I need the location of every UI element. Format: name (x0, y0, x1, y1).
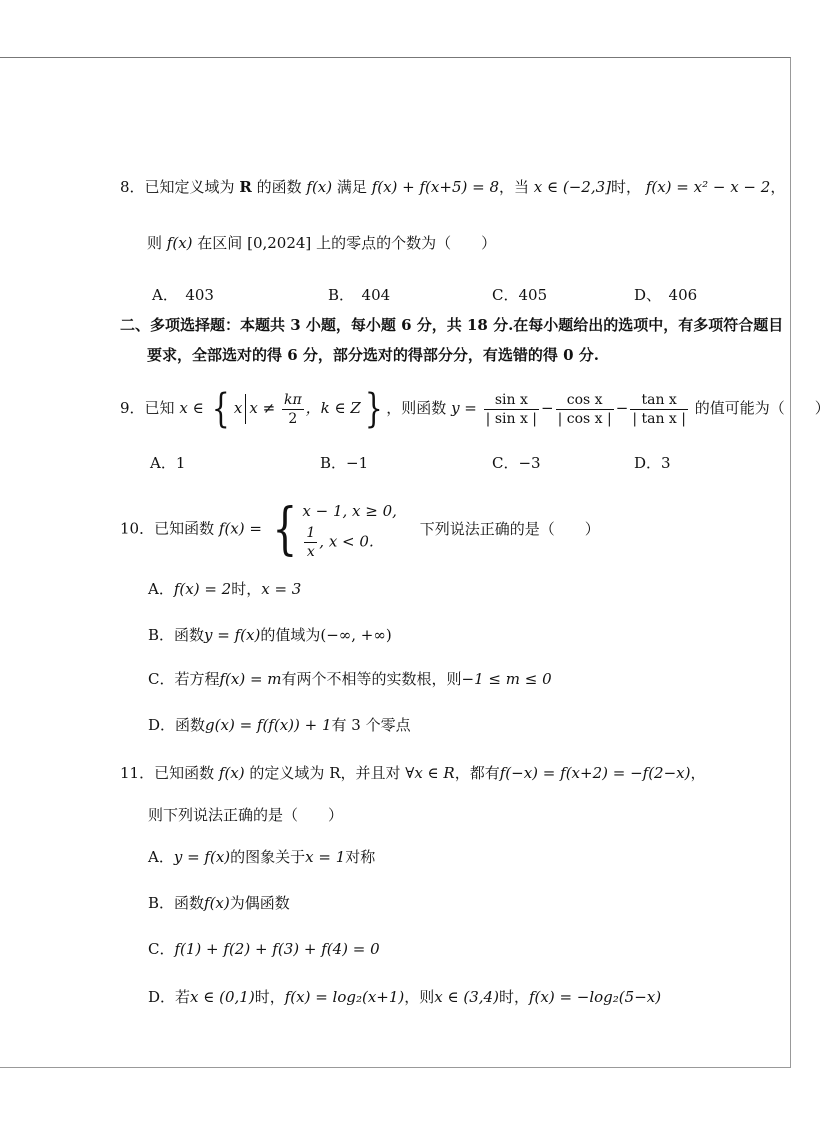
q11-math: f(x) (218, 764, 245, 782)
q9-num: kπ (283, 391, 302, 408)
q11-line1 (120, 762, 705, 784)
q10-text: 有两个不相等的实数根，则 (281, 670, 462, 688)
q10-math: , x < 0. (319, 532, 374, 551)
q9-den: 2 (282, 409, 304, 428)
q11-math: x = 1 (305, 848, 346, 866)
q8-math: x ∈ (−2,3] (533, 178, 612, 196)
q9-math: − (615, 399, 629, 417)
q8-option-a: A． 403 (152, 286, 214, 304)
q8-math: f(x) (306, 178, 333, 196)
q10-piecewise (302, 498, 397, 561)
q10-number: 10． (120, 519, 155, 538)
q10-math: f(x) = 2 (173, 580, 232, 598)
q10-case-2 (302, 524, 397, 561)
q11-label: C． (148, 940, 175, 958)
q9-math: − (541, 399, 554, 417)
q11-math: R (329, 764, 341, 782)
q10-label: B．函数 (148, 626, 205, 644)
q9-line (120, 386, 830, 430)
q8-text: 满足 (336, 178, 367, 196)
q10-case-brace: { (272, 496, 298, 562)
q11-math: f(x) (204, 894, 230, 912)
q11-text: ，都有 (454, 764, 500, 782)
q11-number: 11． (120, 764, 155, 782)
q11-option-d (148, 986, 661, 1008)
q8-text: 则 (147, 234, 163, 252)
q9-fraction-tan (630, 391, 688, 428)
q11-label: B．函数 (148, 894, 205, 912)
q11-math: f(−x) = f(x+2) = −f(2−x) (499, 764, 691, 782)
q9-math: x ≠ (249, 399, 276, 417)
q11-math: x ∈ (3,4) (434, 988, 499, 1006)
section2-line2: 要求，全部选对的得 6 分，部分选对的得部分分，有选错的得 0 分. (147, 346, 599, 364)
q9-option-d: D．3 (634, 454, 671, 472)
q9-den: | tan x | (632, 410, 686, 427)
q11-text: ，则 (404, 988, 435, 1006)
q10-num: 1 (306, 525, 316, 541)
q9-text: ，则函数 (386, 399, 447, 417)
q8-math: f(x) = x² − x − 2 (645, 178, 771, 196)
q9-right-brace: } (364, 386, 383, 432)
q11-option-b (148, 892, 290, 914)
q11-text: 时， (498, 988, 529, 1006)
q9-left-brace: { (212, 386, 231, 432)
q11-math: f(1) + f(2) + f(3) + f(4) = 0 (174, 940, 380, 958)
q10-den: x (304, 542, 317, 561)
q9-fraction-kpi (282, 391, 304, 428)
q10-text: 有 3 个零点 (331, 716, 411, 734)
q9-math: y = (451, 399, 477, 417)
q11-option-c (148, 938, 380, 960)
q8-text: 在区间 (197, 234, 243, 252)
q10-label: C．若方程 (148, 670, 220, 688)
q10-option-c (148, 668, 552, 690)
q10-option-a (148, 578, 301, 600)
q9-option-a: A．1 (150, 454, 186, 472)
q11-math: ∀x ∈ R (405, 764, 455, 782)
q9-math: x (233, 399, 243, 417)
q10-line (120, 498, 600, 561)
q9-num: sin x (494, 391, 528, 408)
q10-label: D．函数 (148, 716, 206, 734)
q11-math: x ∈ (0,1) (190, 988, 255, 1006)
q8-line2 (147, 232, 496, 254)
q10-math: (−∞, +∞) (320, 626, 392, 644)
q9-option-c: C．−3 (492, 454, 541, 472)
q10-math: f(x) = (218, 519, 262, 538)
q8-math: f(x) + f(x+5) = 8 (371, 178, 499, 196)
q9-math: x ∈ (179, 399, 204, 417)
q9-math: ，k ∈ Z (305, 399, 361, 417)
q9-den: | cos x | (557, 410, 612, 427)
q11-text: 的图象关于 (230, 848, 306, 866)
q10-text: 下列说法正确的是（ ） (419, 519, 600, 538)
q9-fraction-cos (556, 391, 614, 428)
q9-num: tan x (641, 391, 677, 408)
q10-math: g(x) = f(f(x)) + 1 (205, 716, 332, 734)
q8-text: ， (770, 178, 786, 196)
q10-text: 时， (231, 580, 262, 598)
q9-den: | sin x | (485, 410, 538, 427)
q8-option-d: D、 406 (634, 286, 698, 304)
q10-label: A． (148, 580, 174, 598)
q8-math: f(x) (166, 234, 193, 252)
q8-set-R: R (239, 178, 252, 196)
q11-text: ，并且对 (340, 764, 401, 782)
q11-label: A． (148, 848, 174, 866)
q10-option-b (148, 624, 392, 646)
q11-text: 对称 (345, 848, 376, 866)
page-frame (0, 57, 791, 1068)
q10-math: f(x) = m (219, 670, 282, 688)
q11-text: 的定义域为 (249, 764, 325, 782)
q8-option-c: C．405 (492, 286, 548, 304)
q8-option-b: B． 404 (328, 286, 391, 304)
q10-option-d (148, 714, 411, 736)
q8-text: ，当 (498, 178, 529, 196)
q11-text: 时， (254, 988, 285, 1006)
q8-math: [0,2024] (247, 234, 312, 252)
q10-math: −1 ≤ m ≤ 0 (461, 670, 552, 688)
q8-text: 已知定义域为 (144, 178, 235, 196)
q10-math: y = f(x) (204, 626, 261, 644)
q10-text: 的值域为 (260, 626, 321, 644)
q8-text: 的函数 (256, 178, 302, 196)
q9-text: 已知 (144, 399, 175, 417)
q9-text: 的值可能为（ ） (694, 399, 830, 417)
q10-math: x = 3 (261, 580, 302, 598)
q11-line2: 则下列说法正确的是（ ） (148, 806, 344, 824)
q8-text: 上的零点的个数为（ ） (316, 234, 497, 252)
q10-fraction (304, 524, 317, 561)
q11-text: 为偶函数 (229, 894, 290, 912)
q9-fraction-sin (484, 391, 539, 428)
q10-case-1: x − 1, x ≥ 0, (302, 502, 397, 520)
q11-math: f(x) = log₂(x+1) (284, 988, 405, 1006)
q9-option-b: B．−1 (320, 454, 369, 472)
q11-math: f(x) = −log₂(5−x) (528, 988, 662, 1006)
q11-text: ， (690, 764, 706, 782)
q10-text: 已知函数 (154, 519, 215, 538)
q11-option-a (148, 846, 375, 868)
q8-number: 8． (120, 178, 145, 196)
q9-set-bar (245, 394, 246, 424)
q8-line1 (120, 176, 785, 198)
section2-line1: 二、多项选择题：本题共 3 小题，每小题 6 分，共 18 分.在每小题给出的选项中，有多项符合题目 (120, 316, 784, 334)
q8-text: 时， (611, 178, 642, 196)
q11-math: y = f(x) (173, 848, 231, 866)
q11-label: D．若 (148, 988, 191, 1006)
q9-num: cos x (566, 391, 603, 408)
q9-number: 9． (120, 399, 145, 417)
q11-text: 已知函数 (154, 764, 215, 782)
